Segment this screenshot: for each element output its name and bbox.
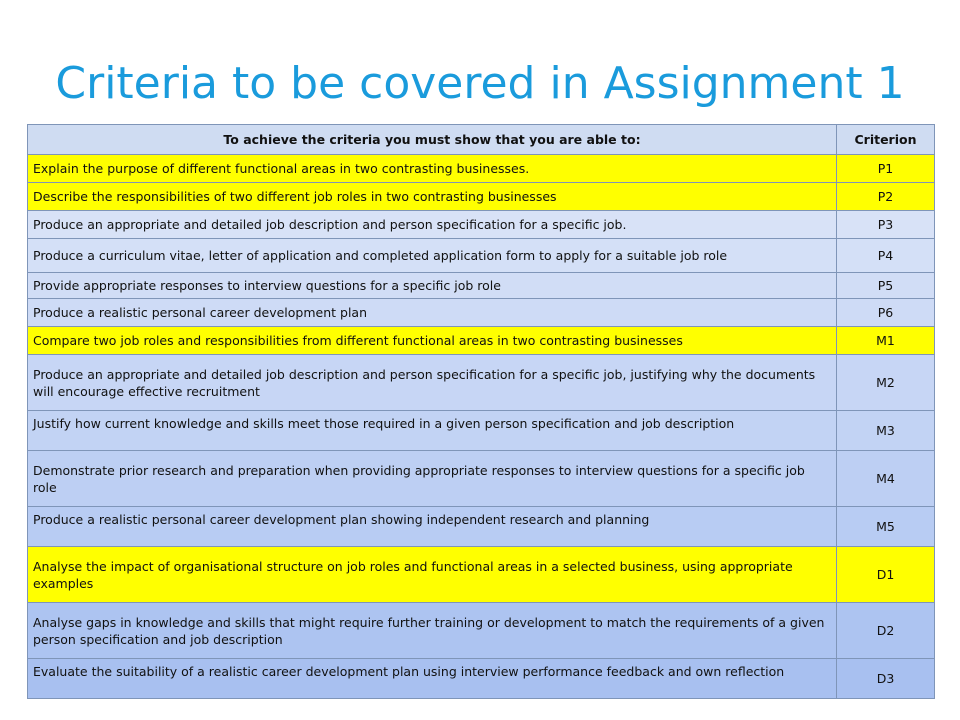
row-criterion: M5 — [837, 507, 935, 547]
row-criterion: P4 — [837, 239, 935, 273]
table-row — [28, 659, 935, 699]
table-row — [28, 211, 935, 239]
table-row — [28, 273, 935, 299]
row-description: Demonstrate prior research and preparation when providing appropriate responses to interview questions for a specific job role — [28, 451, 837, 507]
row-description: Compare two job roles and responsibilities from different functional areas in two contrasting businesses — [28, 327, 837, 355]
table-row — [28, 155, 935, 183]
header-criterion: Criterion — [837, 125, 935, 155]
table-row — [28, 547, 935, 603]
row-criterion: M2 — [837, 355, 935, 411]
table-row — [28, 239, 935, 273]
row-criterion: P1 — [837, 155, 935, 183]
row-description: Produce a realistic personal career development plan — [28, 299, 837, 327]
table-row — [28, 299, 935, 327]
row-description: Produce an appropriate and detailed job description and person specification for a specific job. — [28, 211, 837, 239]
row-description: Provide appropriate responses to interview questions for a specific job role — [28, 273, 837, 299]
row-criterion: D2 — [837, 603, 935, 659]
row-criterion: P2 — [837, 183, 935, 211]
table-row — [28, 355, 935, 411]
row-criterion: P3 — [837, 211, 935, 239]
row-criterion: M1 — [837, 327, 935, 355]
row-description: Analyse the impact of organisational structure on job roles and functional areas in a selected business, using appropriate examples — [28, 547, 837, 603]
row-description: Produce a curriculum vitae, letter of application and completed application form to apply for a suitable job role — [28, 239, 837, 273]
table-header-row — [28, 125, 935, 155]
row-description: Produce an appropriate and detailed job description and person specification for a specific job, justifying why the documents will encourage effective recruitment — [28, 355, 837, 411]
header-description: To achieve the criteria you must show that you are able to: — [28, 125, 837, 155]
table-row — [28, 507, 935, 547]
row-criterion: P6 — [837, 299, 935, 327]
row-criterion: D1 — [837, 547, 935, 603]
row-criterion: M4 — [837, 451, 935, 507]
table-row — [28, 451, 935, 507]
row-criterion: M3 — [837, 411, 935, 451]
table-row — [28, 327, 935, 355]
page-title: Criteria to be covered in Assignment 1 — [55, 58, 905, 109]
table-row — [28, 411, 935, 451]
row-criterion: D3 — [837, 659, 935, 699]
table-row — [28, 183, 935, 211]
row-description: Produce a realistic personal career development plan showing independent research and planning — [28, 507, 837, 547]
row-description: Describe the responsibilities of two different job roles in two contrasting businesses — [28, 183, 837, 211]
row-description: Justify how current knowledge and skills meet those required in a given person specification and job description — [28, 411, 837, 451]
row-description: Evaluate the suitability of a realistic career development plan using interview performance feedback and own reflection — [28, 659, 837, 699]
criteria-table — [27, 124, 935, 699]
row-description: Explain the purpose of different functional areas in two contrasting businesses. — [28, 155, 837, 183]
row-criterion: P5 — [837, 273, 935, 299]
table-row — [28, 603, 935, 659]
row-description: Analyse gaps in knowledge and skills that might require further training or development to match the requirements of a given person specification and job description — [28, 603, 837, 659]
